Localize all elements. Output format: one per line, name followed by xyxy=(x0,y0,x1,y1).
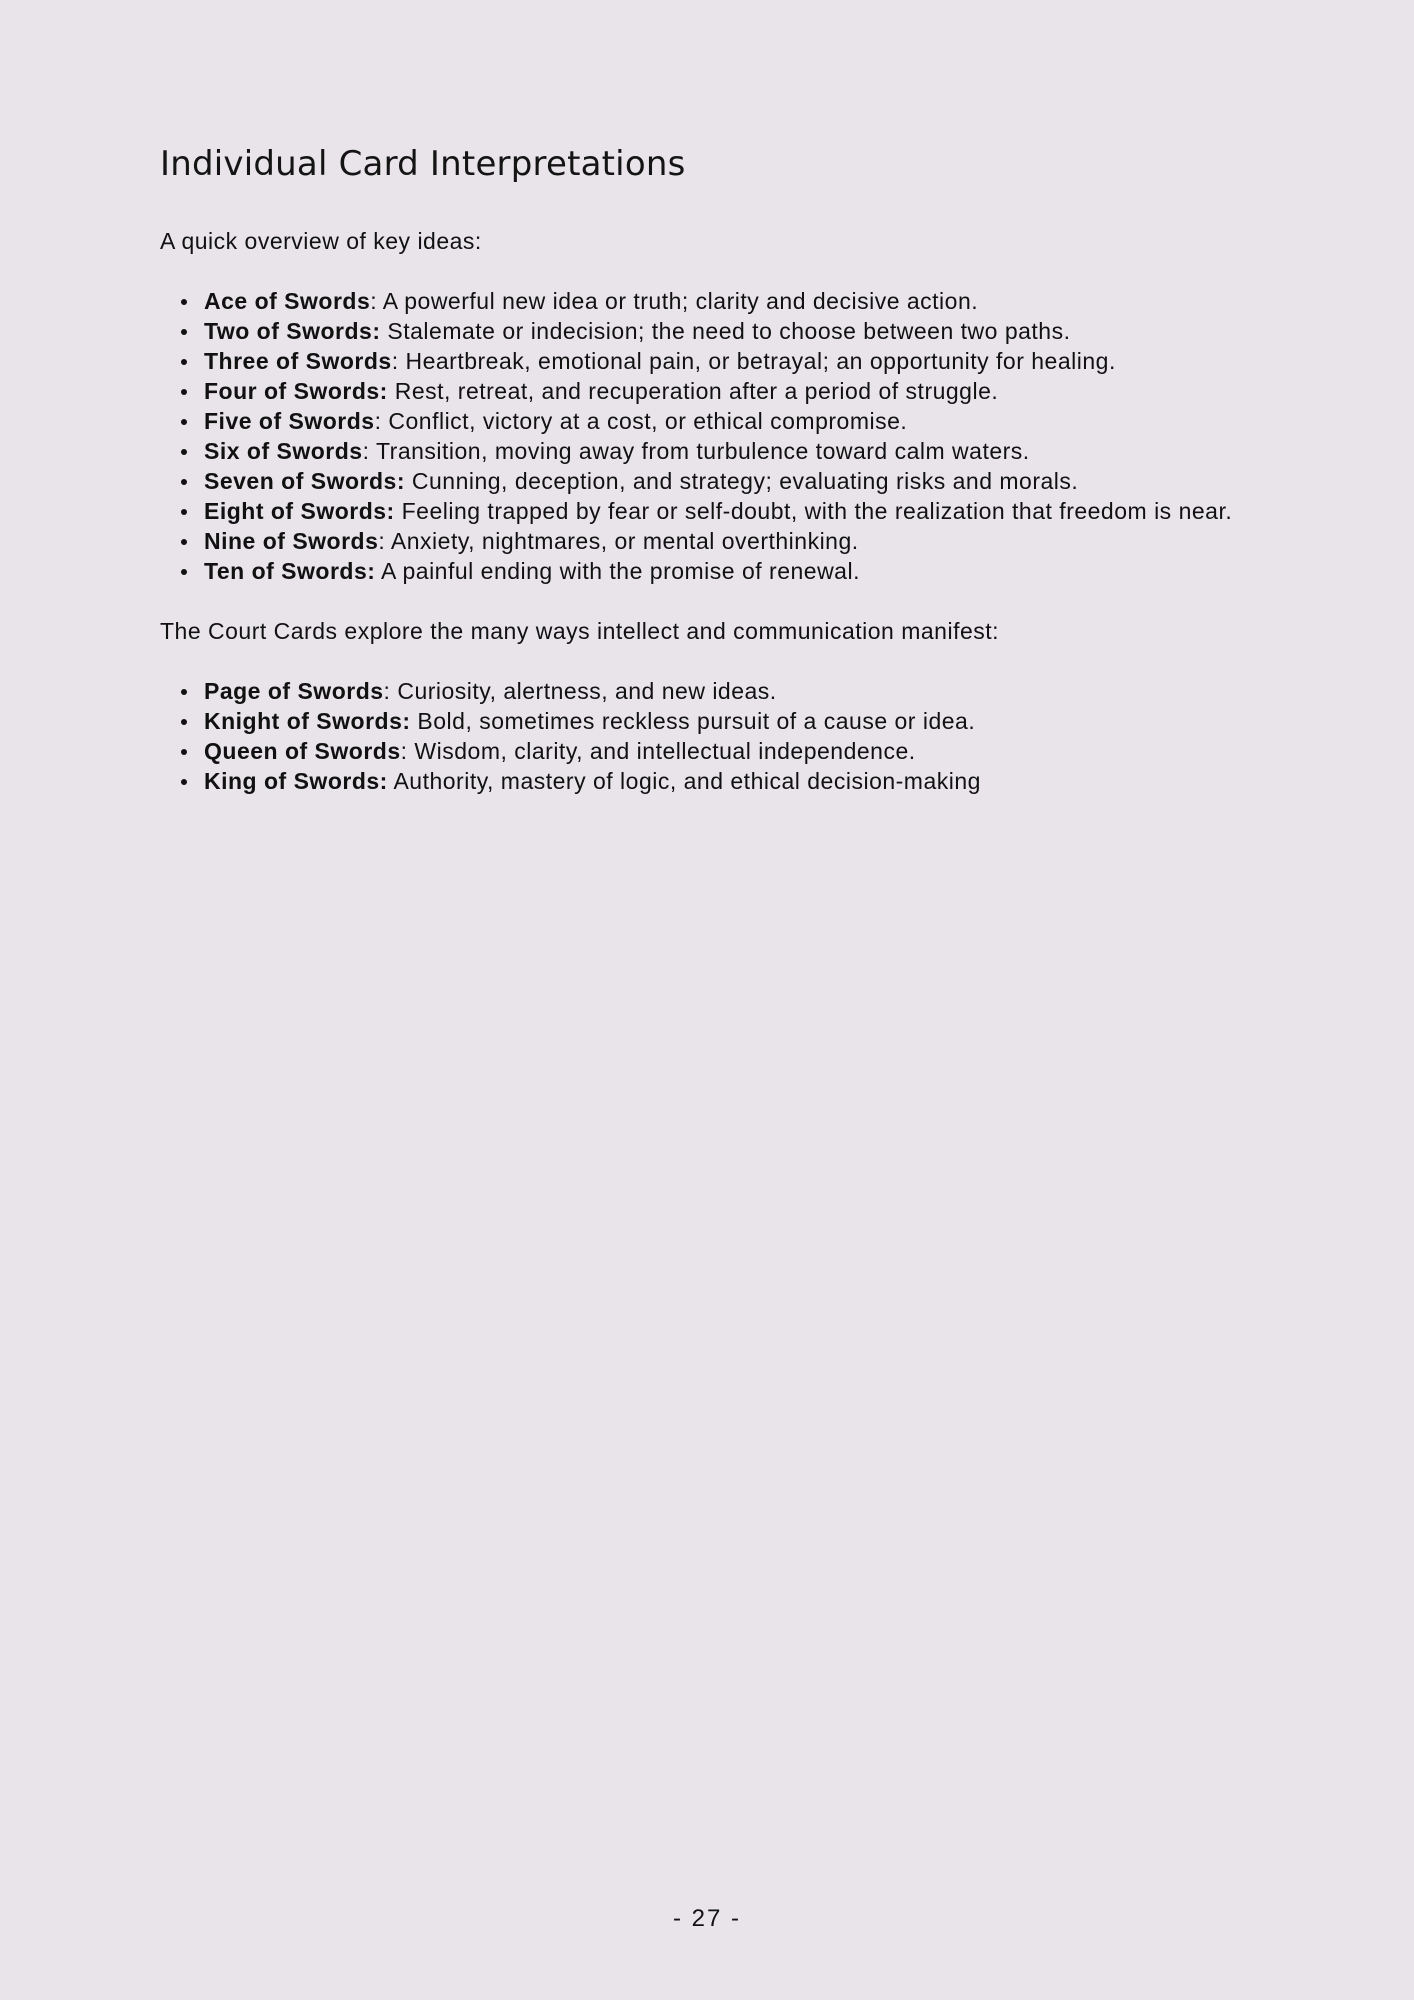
page-number: - 27 - xyxy=(672,1905,741,1932)
card-name: Ace of Swords xyxy=(204,288,371,314)
card-name: Knight of Swords: xyxy=(204,708,411,734)
card-meaning: Cunning, deception, and strategy; evaluating risks and morals. xyxy=(411,468,1079,494)
card-meaning: Wisdom, clarity, and intellectual independence. xyxy=(414,738,916,764)
card-name: Nine of Swords xyxy=(204,528,379,554)
card-separator xyxy=(388,378,395,404)
card-meaning: Authority, mastery of logic, and ethical decision-making xyxy=(393,768,981,794)
card-separator xyxy=(405,468,412,494)
card-meaning: Curiosity, alertness, and new ideas. xyxy=(397,678,777,704)
card-meaning: A painful ending with the promise of renewal. xyxy=(381,558,860,584)
list-item xyxy=(204,286,1260,316)
card-separator: : xyxy=(378,528,391,554)
card-meaning: A powerful new idea or truth; clarity and decisive action. xyxy=(382,288,979,314)
card-meaning: Rest, retreat, and recuperation after a period of struggle. xyxy=(394,378,999,404)
card-meaning: Feeling trapped by fear or self-doubt, with the realization that freedom is near. xyxy=(401,498,1233,524)
list-item xyxy=(204,556,1260,586)
intro-court-cards: The Court Cards explore the many ways intellect and communication manifest: xyxy=(160,618,1000,644)
card-meaning: Conflict, victory at a cost, or ethical compromise. xyxy=(388,408,908,434)
card-meaning: Transition, moving away from turbulence toward calm waters. xyxy=(375,438,1030,464)
list-item xyxy=(204,496,1260,526)
card-name: Queen of Swords xyxy=(204,738,401,764)
card-name: Four of Swords: xyxy=(204,378,388,404)
card-separator: : xyxy=(374,408,389,434)
card-name: Three of Swords xyxy=(204,348,392,374)
card-separator: : xyxy=(383,678,398,704)
card-name: King of Swords: xyxy=(204,768,388,794)
card-separator: : xyxy=(362,438,376,464)
list-item xyxy=(204,766,1260,796)
card-name: Ten of Swords: xyxy=(204,558,376,584)
list-item xyxy=(204,406,1260,436)
list-item xyxy=(204,346,1260,376)
card-meaning: Stalemate or indecision; the need to choose between two paths. xyxy=(387,318,1071,344)
list-item xyxy=(204,676,1260,706)
card-separator: : xyxy=(400,738,415,764)
card-meaning: Bold, sometimes reckless pursuit of a cause or idea. xyxy=(417,708,976,734)
card-name: Seven of Swords: xyxy=(204,468,405,494)
card-name: Two of Swords: xyxy=(204,318,381,344)
page-content xyxy=(160,138,1260,796)
list-item xyxy=(204,316,1260,346)
card-separator xyxy=(395,498,402,524)
list-item xyxy=(204,706,1260,736)
card-name: Page of Swords xyxy=(204,678,384,704)
card-name: Six of Swords xyxy=(204,438,363,464)
list-item xyxy=(204,436,1260,466)
card-name: Eight of Swords: xyxy=(204,498,395,524)
card-meaning: Anxiety, nightmares, or mental overthinking. xyxy=(390,528,859,554)
card-meaning: Heartbreak, emotional pain, or betrayal; an opportunity for healing. xyxy=(405,348,1116,374)
intro-minor-cards: A quick overview of key ideas: xyxy=(160,228,482,254)
card-name: Five of Swords xyxy=(204,408,375,434)
court-cards-list xyxy=(160,676,1260,796)
minor-cards-list xyxy=(160,286,1260,586)
list-item xyxy=(204,466,1260,496)
list-item xyxy=(204,526,1260,556)
list-item xyxy=(204,376,1260,406)
page-title: Individual Card Interpretations xyxy=(160,144,686,184)
card-separator: : xyxy=(370,288,383,314)
card-separator: : xyxy=(391,348,406,374)
list-item xyxy=(204,736,1260,766)
